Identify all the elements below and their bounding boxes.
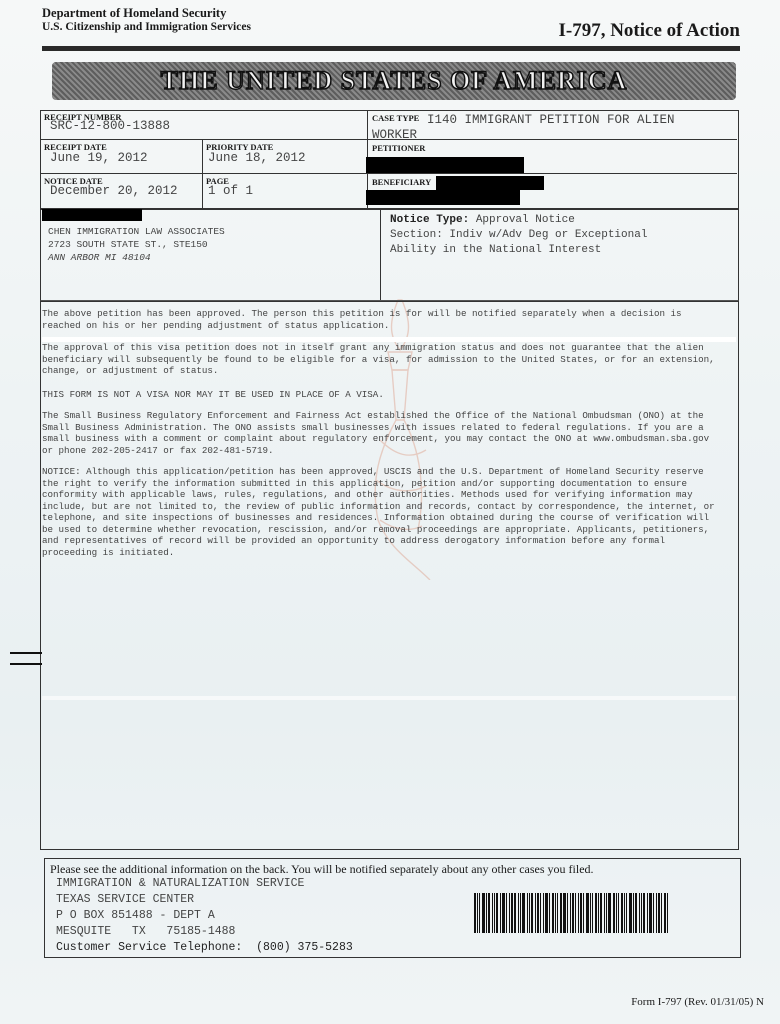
notice-type-value: Approval Notice — [475, 214, 575, 226]
beneficiary-redaction-2 — [366, 190, 520, 205]
section-line-2: Ability in the National Interest — [390, 244, 602, 256]
barcode-bar — [653, 893, 654, 933]
return-line-1: IMMIGRATION & NATURALIZATION SERVICE — [56, 877, 305, 890]
page-value: 1 of 1 — [208, 184, 254, 198]
barcode-bar — [555, 893, 556, 933]
barcode-bar — [543, 893, 544, 933]
customer-service-line: Customer Service Telephone: (800) 375-5283 — [56, 941, 353, 954]
barcode-bar — [580, 893, 582, 933]
barcode-bar — [522, 893, 525, 933]
barcode-bar — [604, 893, 605, 933]
barcode-bar — [552, 893, 554, 933]
barcode-bar — [608, 893, 611, 933]
barcode-bar — [598, 893, 599, 933]
barcode-bar — [578, 893, 579, 933]
address-line-2: 2723 SOUTH STATE ST., STE150 — [48, 239, 208, 250]
barcode-bar — [624, 893, 625, 933]
barcode — [474, 893, 692, 933]
barcode-bar — [613, 893, 615, 933]
barcode-bar — [616, 893, 617, 933]
grid-divider-v2 — [202, 139, 203, 208]
barcode-bar — [488, 893, 490, 933]
barcode-bar — [600, 893, 602, 933]
barcode-bar — [656, 893, 657, 933]
sub-agency-name: U.S. Citizenship and Immigration Services — [42, 21, 251, 33]
barcode-bar — [531, 893, 533, 933]
barcode-bar — [641, 893, 642, 933]
address-line-3: ANN ARBOR MI 48104 — [48, 252, 151, 263]
agency-header — [42, 6, 251, 34]
receipt-date-label: RECEIPT DATE — [44, 142, 107, 152]
petitioner-label: PETITIONER — [372, 143, 426, 153]
return-line-3: P O BOX 851488 - DEPT A — [56, 909, 215, 922]
case-type-value: I140 IMMIGRANT PETITION FOR ALIEN WORKER — [372, 113, 675, 142]
barcode-bar — [486, 893, 487, 933]
barcode-bar — [643, 893, 645, 933]
barcode-bar — [509, 893, 510, 933]
grid-divider-h2 — [40, 173, 737, 174]
barcode-bar — [606, 893, 607, 933]
barcode-bar — [527, 893, 528, 933]
paragraph-approved: The above petition has been approved. The person this petition is for will be notified separately when a decision is reached on his or her pending adjustment of status application. — [42, 308, 682, 331]
barcode-bar — [500, 893, 501, 933]
priority-date-value: June 18, 2012 — [208, 151, 306, 165]
barcode-bar — [633, 893, 634, 933]
usa-banner — [52, 62, 736, 100]
petitioner-redaction — [366, 157, 524, 173]
address-divider — [380, 208, 381, 300]
barcode-bar — [664, 893, 666, 933]
beneficiary-redaction-1 — [436, 176, 544, 190]
grid-divider-h1 — [40, 139, 367, 140]
return-line-2: TEXAS SERVICE CENTER — [56, 893, 195, 906]
barcode-bar — [618, 893, 619, 933]
notice-type-block — [390, 213, 647, 258]
return-address — [56, 876, 353, 956]
case-type-label: CASE TYPE — [372, 113, 420, 123]
barcode-bar — [590, 893, 591, 933]
barcode-bar — [626, 893, 627, 933]
form-title: I-797, Notice of Action — [558, 20, 740, 41]
page-label: PAGE — [206, 176, 229, 186]
addressee-redaction — [42, 209, 142, 221]
barcode-bar — [518, 893, 519, 933]
barcode-bar — [514, 893, 516, 933]
fold-line — [42, 696, 736, 700]
body-box — [40, 300, 739, 850]
barcode-bar — [511, 893, 513, 933]
receipt-number-value: SRC-12-800-13888 — [50, 119, 171, 133]
barcode-bar — [535, 893, 536, 933]
banner-text: THE UNITED STATES OF AMERICA — [160, 66, 628, 95]
barcode-bar — [667, 893, 668, 933]
notice-date-label: NOTICE DATE — [44, 176, 103, 186]
barcode-bar — [529, 893, 530, 933]
barcode-bar — [537, 893, 539, 933]
barcode-bar — [647, 893, 648, 933]
barcode-bar — [658, 893, 660, 933]
barcode-bar — [502, 893, 505, 933]
barcode-bar — [570, 893, 571, 933]
margin-mark-1 — [10, 652, 42, 654]
notice-date-value: December 20, 2012 — [50, 184, 178, 198]
barcode-bar — [474, 893, 476, 933]
beneficiary-label: BENEFICIARY — [372, 177, 432, 187]
barcode-bar — [563, 893, 566, 933]
barcode-bar — [549, 893, 550, 933]
barcode-bar — [567, 893, 568, 933]
barcode-bar — [477, 893, 478, 933]
barcode-bar — [649, 893, 652, 933]
barcode-bar — [506, 893, 507, 933]
paragraph-verification-notice: NOTICE: Although this application/petition has been approved, USCIS and the U.S. Department of Homeland Security reserve the right to verify the information submitted in this application, petition and/or supporting documentation to ensure conformity with applicable laws, rules, regulations, and other authorities. Methods used for verifying information may include, but are not limited to, the review of public information and records, contact by correspondence, the internet, or telephone, and site inspections of businesses and residences. Information obtained during the course of verification will be used to determine whether revocation, rescission, and/or removal proceedings are appropriate. Applicants, petitioners, and representatives of record will be provided an opportunity to address derogatory information before any formal proceeding is initiated. — [42, 466, 715, 558]
barcode-bar — [586, 893, 589, 933]
form-revision: Form I-797 (Rev. 01/31/05) N — [631, 996, 764, 1008]
barcode-bar — [635, 893, 637, 933]
footer-note: Please see the additional information on the back. You will be notified separately about any other cases you filed. — [50, 862, 594, 876]
return-line-4: MESQUITE TX 75185-1488 — [56, 925, 236, 938]
barcode-bar — [479, 893, 480, 933]
barcode-bar — [595, 893, 597, 933]
priority-date-label: PRIORITY DATE — [206, 142, 274, 152]
paragraph-not-visa: THIS FORM IS NOT A VISA NOR MAY IT BE USED IN PLACE OF A VISA. — [42, 389, 384, 400]
barcode-bar — [482, 893, 485, 933]
barcode-bar — [639, 893, 640, 933]
notice-type-label: Notice Type: — [390, 214, 470, 226]
agency-name: Department of Homeland Security — [42, 6, 227, 20]
barcode-bar — [560, 893, 562, 933]
paragraph-ombudsman: The Small Business Regulatory Enforcement and Fairness Act established the Office of the National Ombudsman (ONO) at the Small Business Administration. The ONO assists small businesses with issues related to federal regulations. If you are a small business with a comment or complaint about regulatory enforcement, you may contact the ONO at www.ombudsman.sba.gov or phone 202-205-2417 or fax 202-481-5719. — [42, 410, 710, 456]
barcode-bar — [545, 893, 548, 933]
barcode-bar — [572, 893, 574, 933]
receipt-date-value: June 19, 2012 — [50, 151, 148, 165]
header-rule — [42, 46, 740, 51]
barcode-bar — [520, 893, 521, 933]
barcode-bar — [575, 893, 576, 933]
barcode-bar — [621, 893, 623, 933]
receipt-number-label: RECEIPT NUMBER — [44, 112, 122, 122]
paragraph-visa-status: The approval of this visa petition does not in itself grant any immigration status and does not guarantee that the alien beneficiary will subsequently be found to be eligible for a visa, for admission to the United States, or for an extension, change, or adjustment of status. — [42, 342, 715, 376]
barcode-bar — [492, 893, 493, 933]
barcode-bar — [557, 893, 558, 933]
mailing-address — [48, 225, 225, 264]
barcode-bar — [583, 893, 584, 933]
barcode-bar — [496, 893, 498, 933]
barcode-bar — [661, 893, 662, 933]
barcode-bar — [540, 893, 541, 933]
barcode-bar — [592, 893, 593, 933]
address-line-1: CHEN IMMIGRATION LAW ASSOCIATES — [48, 226, 225, 237]
barcode-bar — [494, 893, 495, 933]
margin-mark-2 — [10, 663, 42, 665]
section-line-1: Section: Indiv w/Adv Deg or Exceptional — [390, 229, 648, 241]
barcode-bar — [629, 893, 632, 933]
